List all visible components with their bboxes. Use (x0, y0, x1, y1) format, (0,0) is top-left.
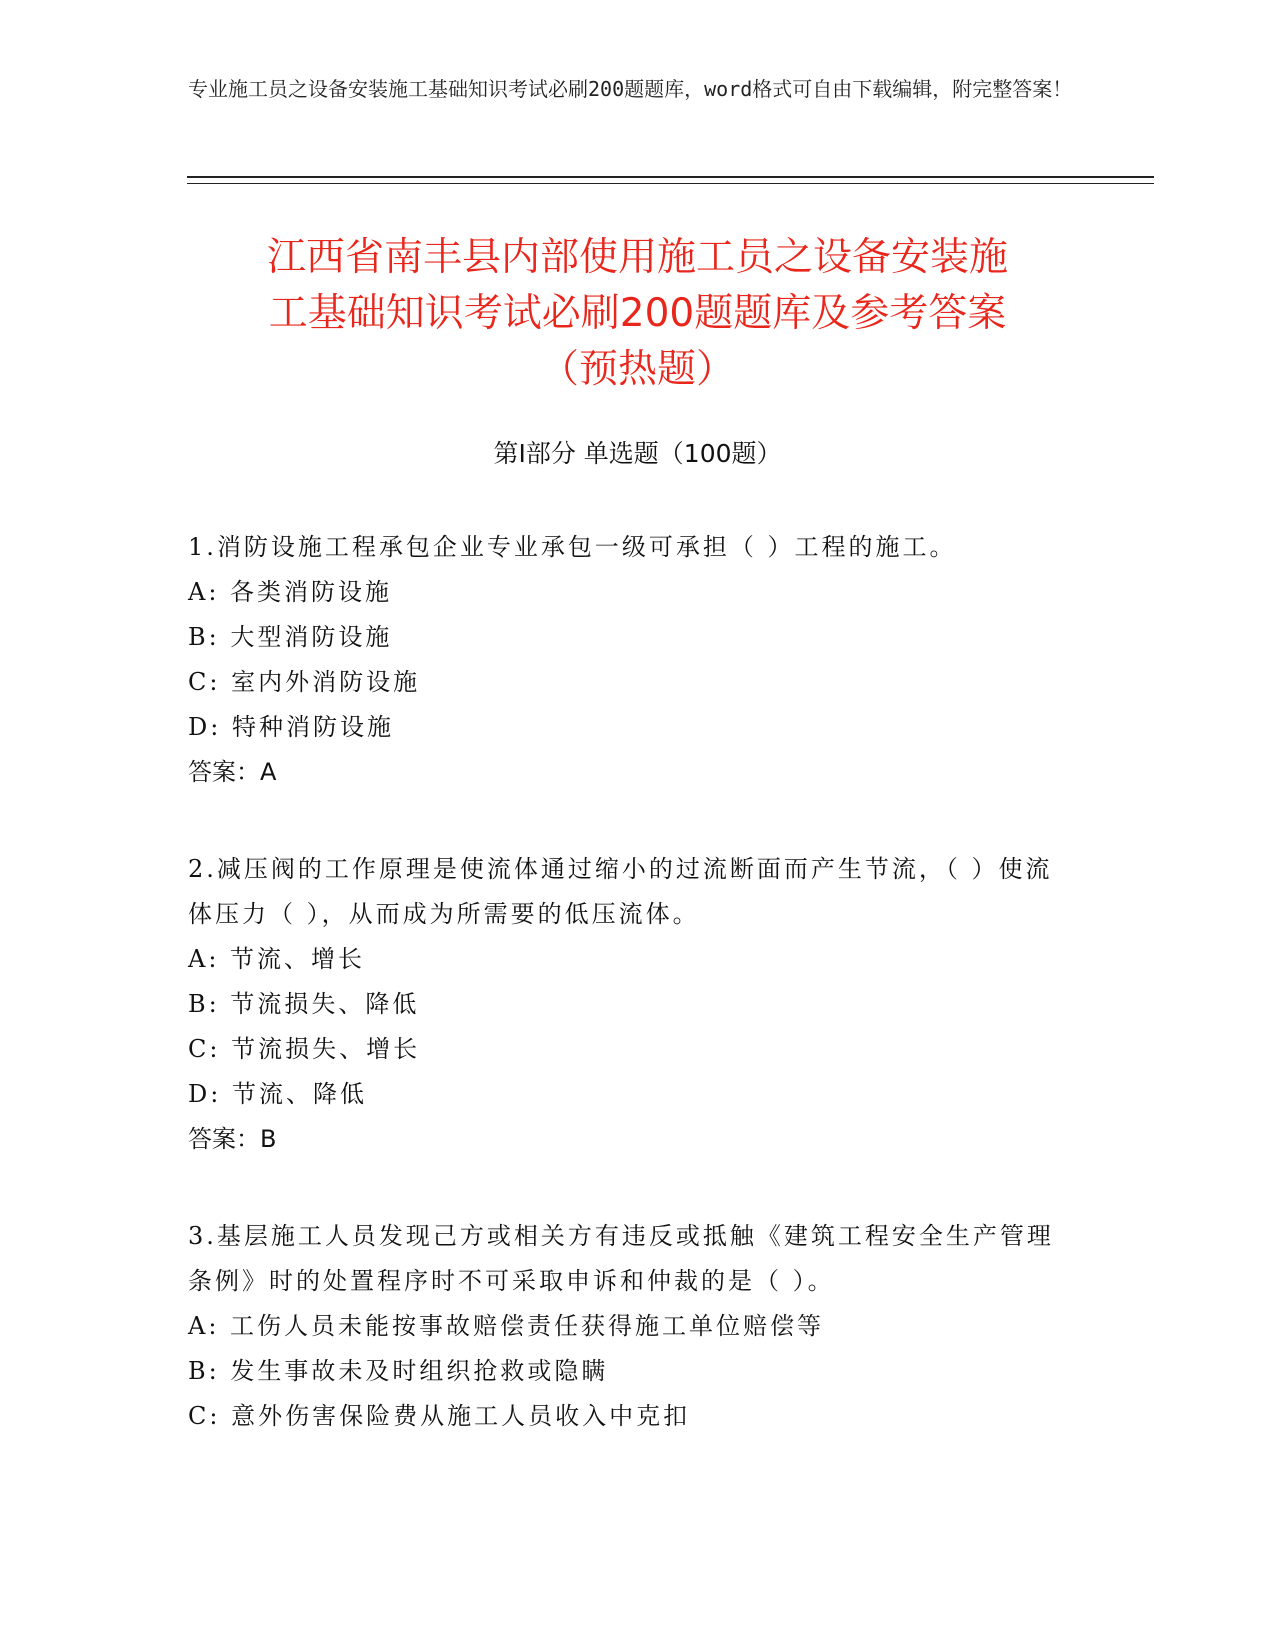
title-line-2: 工基础知识考试必刷200题题库及参考答案 (268, 291, 1007, 336)
section-title: 第Ⅰ部分 单选题（100题） (493, 439, 782, 468)
question-stem: 3.基层施工人员发现己方或相关方有违反或抵触《建筑工程安全生产管理条例》时的处置程序时不可采取申诉和仲裁的是（ ）。 (188, 1222, 1054, 1295)
question-1 (188, 525, 1068, 795)
option-c: C: 意外伤害保险费从施工人员收入中克扣 (188, 1402, 691, 1430)
option-a: A: 各类消防设施 (188, 578, 393, 606)
option-b: B: 大型消防设施 (188, 623, 393, 651)
question-list (188, 525, 1068, 1491)
title-line-3: （预热题） (539, 347, 735, 392)
option-a: A: 工伤人员未能按事故赔偿责任获得施工单位赔偿等 (188, 1312, 825, 1340)
option-c: C: 节流损失、增长 (188, 1035, 421, 1063)
document-title (150, 230, 1125, 398)
question-stem: 2.减压阀的工作原理是使流体通过缩小的过流断面而产生节流，（ ）使流体压力（ ），从而成为所需要的低压流体。 (188, 855, 1053, 928)
answer: 答案：B (188, 1125, 277, 1153)
answer: 答案：A (188, 758, 277, 786)
question-2 (188, 847, 1068, 1162)
option-d: D: 特种消防设施 (188, 713, 394, 741)
option-a: A: 节流、增长 (188, 945, 366, 973)
option-d: D: 节流、降低 (188, 1080, 367, 1108)
header-divider-thick (187, 176, 1154, 178)
question-3 (188, 1214, 1068, 1439)
title-line-1: 江西省南丰县内部使用施工员之设备安装施 (266, 235, 1008, 280)
option-b: B: 节流损失、降低 (188, 990, 420, 1018)
question-stem: 1.消防设施工程承包企业专业承包一级可承担（ ）工程的施工。 (188, 533, 957, 561)
option-c: C: 室内外消防设施 (188, 668, 421, 696)
header-divider-thin (187, 183, 1154, 184)
option-b: B: 发生事故未及时组织抢救或隐瞒 (188, 1357, 609, 1385)
header-note: 专业施工员之设备安装施工基础知识考试必刷200题题库，word格式可自由下载编辑，附完整答案！ (188, 77, 1073, 101)
